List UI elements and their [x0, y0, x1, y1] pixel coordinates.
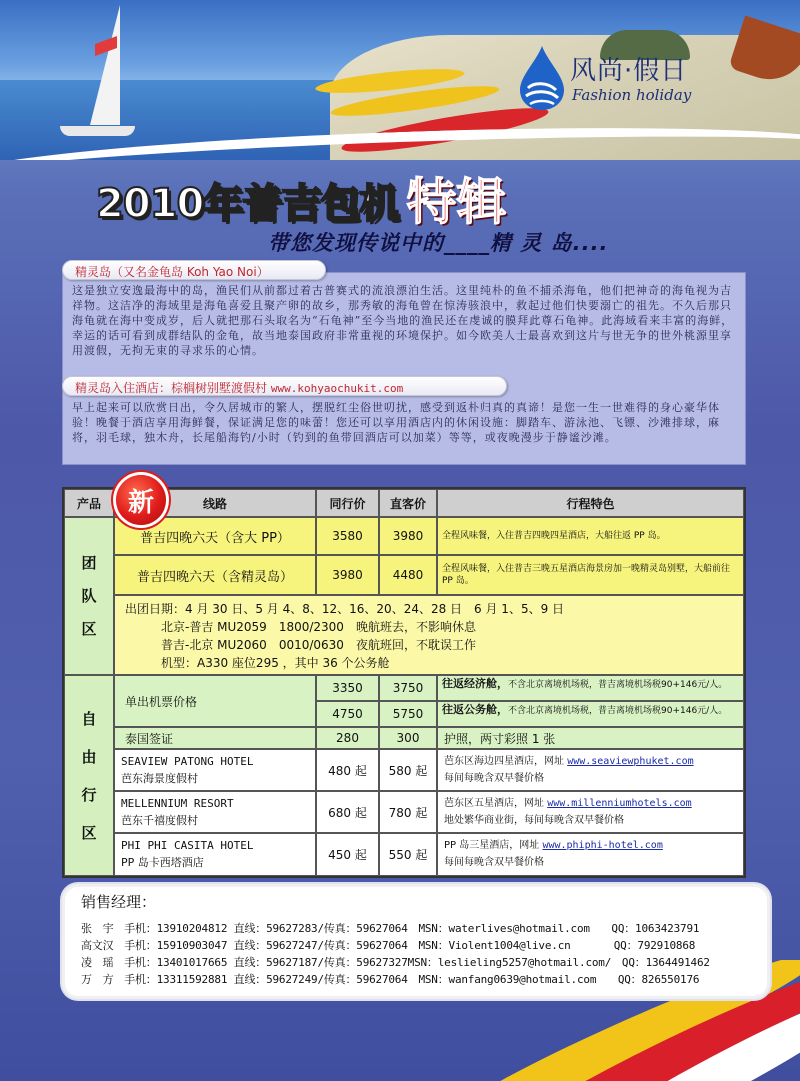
hotel-tab-label: 精灵岛入住酒店：棕榈树别墅渡假村	[75, 381, 268, 395]
hotel-row-2-direct: 780 起	[379, 791, 437, 833]
ticket-eco-peer: 3350	[316, 675, 379, 701]
ticket-label: 单出机票价格	[114, 675, 316, 727]
header-direct-price: 直客价	[379, 489, 437, 517]
sales-contact-4: 万 方 手机：13311592881 直线：59627249/传真：59627064 MSN：wanfang0639@hotmail.com QQ：826550176	[81, 973, 700, 986]
group-label-text: 团队区	[81, 553, 97, 638]
hotel-row-1-features	[437, 749, 744, 791]
group-row-1-direct: 3980	[379, 517, 437, 555]
visa-peer: 280	[316, 727, 379, 749]
hotel-row-3-cn: PP 岛卡西塔酒店	[121, 856, 204, 869]
intro-tab: 精灵岛（又名金龟岛 Koh Yao Noi）	[62, 260, 326, 280]
hotel-row-2-peer: 680 起	[316, 791, 379, 833]
hotel-row-1-peer: 480 起	[316, 749, 379, 791]
ticket-biz-peer: 4750	[316, 701, 379, 727]
header-features: 行程特色	[437, 489, 744, 517]
hotel-row-3-name	[114, 833, 316, 876]
header-product: 产品	[64, 489, 114, 517]
departure-info	[114, 595, 744, 675]
hotel-row-1-cn: 芭东海景度假村	[121, 772, 198, 785]
hotel-row-3-direct: 550 起	[379, 833, 437, 876]
brand-logo	[518, 44, 713, 119]
sales-contact-1: 张 宇 手机：13910204812 直线：59627283/传真：59627064 MSN：waterlives@hotmail.com QQ：1063423791	[81, 922, 700, 935]
hotel-row-3-line2: 每间每晚含双早餐价格	[444, 857, 544, 868]
sales-title: 销售经理：	[81, 893, 157, 911]
visa-note: 护照，两寸彩照 1 张	[437, 727, 744, 749]
ticket-biz-title: 往返公务舱，	[442, 703, 508, 716]
free-label-text: 自由行区	[81, 709, 97, 842]
hotel-row-1-name	[114, 749, 316, 791]
hotel-row-2-line2: 地处繁华商业街，每间每晚含双早餐价格	[444, 815, 624, 826]
visa-direct: 300	[379, 727, 437, 749]
group-row-2-peer: 3980	[316, 555, 379, 595]
group-row-2-route: 普吉四晚六天（含精灵岛）	[114, 555, 316, 595]
group-row-1-route: 普吉四晚六天（含大 PP）	[114, 517, 316, 555]
ticket-biz-direct: 5750	[379, 701, 437, 727]
hotel-row-2-features	[437, 791, 744, 833]
sailboat-hull	[60, 126, 135, 136]
hotel-row-3-features	[437, 833, 744, 876]
sailboat-sail	[90, 5, 120, 125]
hotel-row-3-line1: PP 岛三星酒店，网址	[444, 840, 540, 851]
header-route: 线路	[114, 489, 316, 517]
group-row-1-features: 全程风味餐，入住普吉四晚四星酒店，大船往返 PP 岛。	[437, 517, 744, 555]
ticket-eco-direct: 3750	[379, 675, 437, 701]
brand-name-en: Fashion holiday	[572, 86, 692, 104]
headline-highlight: 特辑	[406, 173, 507, 231]
ticket-biz-note-text: 不含北京离境机场税，普吉离境机场税90+146元/人。	[508, 706, 728, 716]
ticket-eco-title: 往返经济舱，	[442, 677, 508, 690]
new-badge: 新	[116, 475, 166, 525]
departure-flight-back: 普吉-北京 MU2060 0010/0630 夜航班回，不耽误工作	[161, 638, 476, 652]
headline	[96, 160, 507, 231]
hotel-row-2-url[interactable]: www.millenniumhotels.com	[547, 798, 692, 809]
hotel-url[interactable]: www.kohyaochukit.com	[270, 382, 404, 395]
ticket-eco-note-text: 不含北京离境机场税，普吉离境机场税90+146元/人。	[508, 680, 728, 690]
hotel-text: 早上起来可以欣赏日出，令久居城市的繁人，摆脱红尘俗世叨扰，感受到返朴归真的真谛！是您一生一世难得的身心豪华体验！晚餐于酒店享用海鲜餐，保证满足您的味蕾！您还可以享用酒店内的休闲设施：脚踏车、游泳池、飞镖、沙滩排球，麻将，羽毛球，独木舟，长尾船海钓/小时（钓到的鱼带回酒店可以加菜）等等，或夜晚漫步于静谧沙滩。	[72, 401, 720, 444]
visa-label: 泰国签证	[114, 727, 316, 749]
intro-text: 这是独立安逸最海中的岛，渔民们从前都过着古普赛式的流浪漂泊生活。这里纯朴的鱼不捕杀海龟，他们把神奇的海龟视为吉祥物。这洁净的海域里是海龟喜爱且聚产卵的故乡，那秀敏的海龟曾在惊涛骇浪中，救起过他们快要溺亡的祖先。不久后那只海龟就在海中变成岁，后人就把那石头取名为“石龟神”至今当地的渔民还在虔诚的膜拜此尊石龟神。此海域看来丰富的海鲜，幸运的话可看到成群结队的金龟，故当地泰国政府非常重视的环境保护。如今欧美人士最喜欢到这片与世无争的世外桃源里享用渡假，无拘无束的寻求乐的心情。	[72, 284, 734, 357]
group-row-2-direct: 4480	[379, 555, 437, 595]
group-row-1-peer: 3580	[316, 517, 379, 555]
sales-contact-2: 高文汉 手机：15910903047 直线：59627247/传真：59627064 MSN：Violent1004@live.cn QQ：792910868	[81, 939, 696, 952]
hotel-row-2-cn: 芭东千禧度假村	[121, 814, 198, 827]
sales-contact-3: 凌 瑶 手机：13401017665 直线：59627187/传真：59627327MSN：leslieling5257@hotmail.com/ QQ：1364491462	[81, 956, 710, 969]
brand-name: 风尚·假日	[570, 56, 688, 86]
water-drop-icon	[518, 44, 566, 112]
price-table	[62, 487, 746, 878]
hotel-row-2-name	[114, 791, 316, 833]
group-row-2-features: 全程风味餐，入住普吉三晚五星酒店海景房加一晚精灵岛别墅，大船前往 PP 岛。	[437, 555, 744, 595]
hotel-row-1-url[interactable]: www.seaviewphuket.com	[567, 756, 694, 767]
headline-main: 2010年普吉包机	[96, 181, 399, 227]
hotel-row-1-direct: 580 起	[379, 749, 437, 791]
hotel-row-3-en: PHI PHI CASITA HOTEL	[121, 839, 254, 852]
hotel-row-2-line1: 芭东区五星酒店，网址	[444, 798, 544, 809]
hotel-row-1-line2: 每间每晚含双早餐价格	[444, 773, 544, 784]
header-peer-price: 同行价	[316, 489, 379, 517]
free-section-label	[64, 675, 114, 876]
ticket-eco-note	[437, 675, 744, 701]
hotel-row-2-en: MELLENNIUM RESORT	[121, 797, 234, 810]
hero-banner	[0, 0, 800, 160]
hotel-row-1-en: SEAVIEW PATONG HOTEL	[121, 755, 254, 768]
group-section-label	[64, 517, 114, 675]
sales-contacts	[62, 884, 770, 999]
ticket-biz-note	[437, 701, 744, 727]
departure-aircraft: 机型：A330 座位295 ，其中 36 个公务舱	[161, 656, 390, 670]
tagline: 带您发现传说中的____精 灵 岛....	[268, 231, 609, 255]
departure-flight-out: 北京-普吉 MU2059 1800/2300 晚航班去，不影响休息	[161, 620, 476, 634]
hotel-tab	[62, 376, 507, 396]
hotel-row-3-peer: 450 起	[316, 833, 379, 876]
hotel-row-3-url[interactable]: www.phiphi-hotel.com	[542, 840, 663, 851]
departure-dates: 出团日期：4 月 30 日、5 月 4、8、12、16、20、24、28 日 6 月 1、5、9 日	[125, 602, 565, 616]
hotel-row-1-line1: 芭东区海边四星酒店，网址	[444, 756, 564, 767]
